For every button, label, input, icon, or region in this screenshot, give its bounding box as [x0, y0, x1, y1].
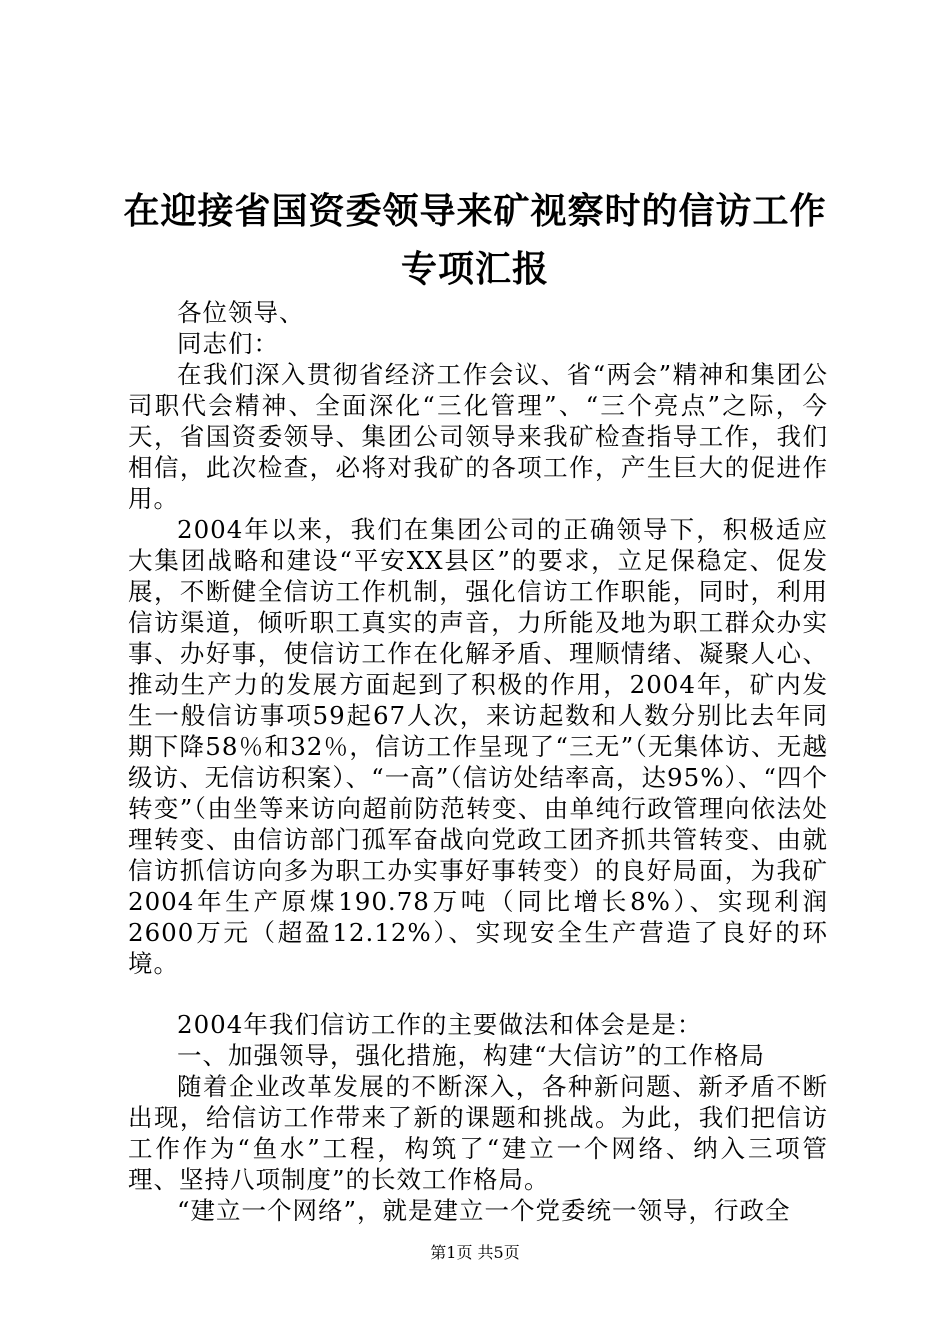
document-body [128, 297, 828, 1226]
salutation-leaders: 各位领导、 [177, 298, 305, 327]
intro-paragraph: 在我们深入贯彻省经济工作会议、省“两会”精神和集团公司职代会精神、全面深化“三化管理”、“三个亮点”之际，今天，省国资委领导、集团公司领导来我矿检查指导工作，我们相信，此次检查，必将对我矿的各项工作，产生巨大的促进作用。 [128, 360, 828, 513]
section-one-heading: 一、加强领导，强化措施，构建“大信访”的工作格局 [177, 1041, 766, 1070]
salutation-comrades: 同志们： [177, 329, 279, 358]
document-title: 在迎接省国资委领导来矿视察时的信访工作专项汇报 [123, 190, 827, 290]
summary-paragraph: 2004年以来，我们在集团公司的正确领导下，积极适应大集团战略和建设“平安XX县区”的要求，立足保稳定、促发展，不断健全信访工作机制，强化信访工作职能，同时，利用信访渠道，倾听职工真实的声音，力所能及地为职工群众办实事、办好事，使信访工作在化解矛盾、理顺情绪、凝聚人心、推动生产力的发展方面起到了积极的作用，2004年，矿内发生一般信访事项59起67人次，来访起数和人数分别比去年同期下降58％和32％，信访工作呈现了“三无”（无集体访、无越级访、无信访积案）、“一高”（信访处结率高，达95%）、“四个转变”（由坐等来访向超前防范转变、由单纯行政管理向依法处理转变、由信访部门孤军奋战向党政工团齐抓共管转变、由就信访抓信访向多为职工办实事好事转变）的良好局面，为我矿2004年生产原煤190.78万吨（同比增长8%）、实现利润2600万元（超盈12.12%）、实现安全生产营造了良好的环境。 [128, 515, 828, 978]
practices-heading: 2004年我们信访工作的主要做法和体会是是： [177, 1010, 703, 1039]
section-one-paragraph: 随着企业改革发展的不断深入，各种新问题、新矛盾不断出现，给信访工作带来了新的课题和挑战。为此，我们把信访工作作为“鱼水”工程，构筑了“建立一个网络、纳入三项管理、坚持八项制度”的长效工作格局。 [128, 1072, 828, 1194]
page-footer: 第1页 共5页 [430, 1243, 520, 1262]
network-paragraph: “建立一个网络”，就是建立一个党委统一领导，行政全 [177, 1196, 791, 1225]
